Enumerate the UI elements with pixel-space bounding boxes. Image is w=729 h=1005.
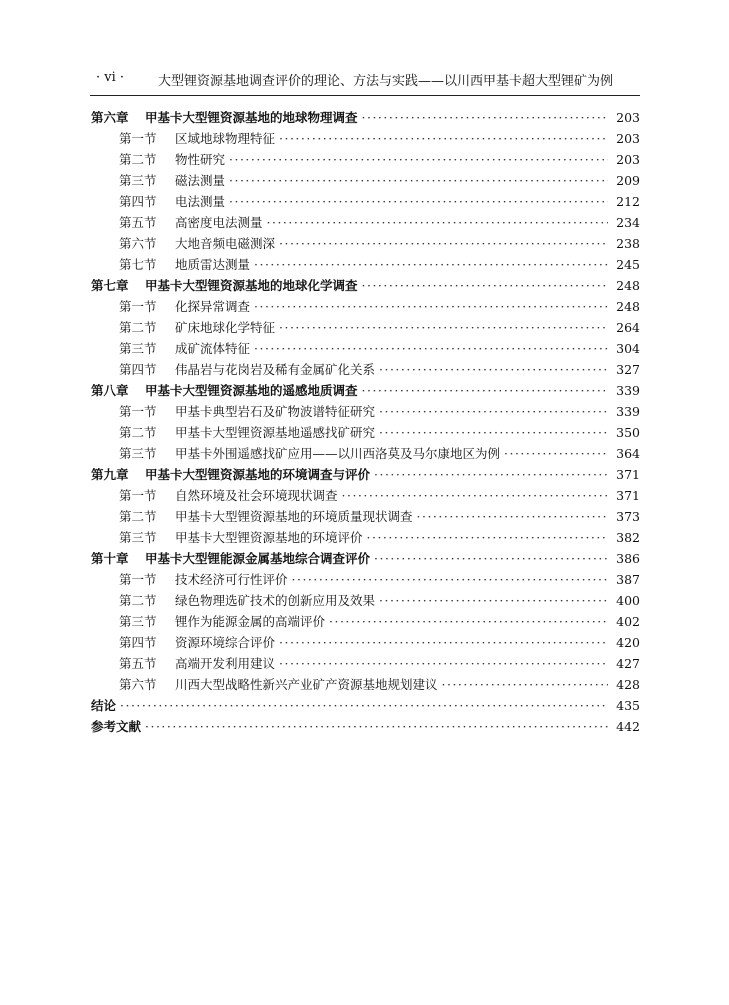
toc-section-entry xyxy=(91,612,640,633)
toc-entry-title: 川西大型战略性新兴产业矿产资源基地规划建议 xyxy=(175,677,438,692)
toc-section-entry xyxy=(91,129,640,150)
toc-section-entry xyxy=(91,675,640,696)
toc-entry-label: 第九章 xyxy=(91,467,129,482)
toc-section-entry xyxy=(91,633,640,654)
toc-entry-label: 第六节 xyxy=(119,677,157,692)
toc-entry-page: 371 xyxy=(616,488,640,503)
toc-entry-title: 自然环境及社会环境现状调查 xyxy=(175,488,338,503)
toc-entry-page: 248 xyxy=(616,278,640,293)
toc-entry-label: 第二节 xyxy=(119,425,157,440)
toc-chapter-entry xyxy=(91,381,640,402)
toc-entry-label: 第六章 xyxy=(91,110,129,125)
toc-entry-label: 第二节 xyxy=(119,509,157,524)
toc-entry-page: 304 xyxy=(616,341,640,356)
toc-entry-title: 磁法测量 xyxy=(175,173,226,188)
toc-entry-page: 264 xyxy=(616,320,640,335)
toc-entry-page: 400 xyxy=(616,593,640,608)
dot-leader xyxy=(279,320,608,335)
toc-entry-title: 甲基卡外围遥感找矿应用——以川西洛莫及马尔康地区为例 xyxy=(175,446,501,461)
toc-entry-page: 371 xyxy=(616,467,640,482)
toc-entry-label: 第七章 xyxy=(91,278,129,293)
toc-entry-page: 350 xyxy=(616,425,640,440)
header-rule xyxy=(90,95,640,96)
toc-entry-title: 甲基卡大型锂资源基地的环境调查与评价 xyxy=(145,467,371,482)
toc-section-entry xyxy=(91,255,640,276)
toc-entry-label: 第四节 xyxy=(119,362,157,377)
toc-entry-title: 成矿流体特征 xyxy=(175,341,251,356)
toc-entry-title: 甲基卡大型锂能源金属基地综合调查评价 xyxy=(145,551,371,566)
dot-leader xyxy=(417,509,608,524)
toc-section-entry xyxy=(91,213,640,234)
dot-leader xyxy=(367,530,608,545)
toc-chapter-entry xyxy=(91,465,640,486)
toc-section-entry xyxy=(91,423,640,444)
toc-section-entry xyxy=(91,444,640,465)
toc-entry-label: 第三节 xyxy=(119,530,157,545)
dot-leader xyxy=(362,110,608,125)
toc-entry-title: 大地音频电磁测深 xyxy=(175,236,276,251)
toc-entry-label: 第一节 xyxy=(119,572,157,587)
dot-leader xyxy=(379,593,608,608)
toc-entry-title: 甲基卡大型锂资源基地遥感找矿研究 xyxy=(175,425,376,440)
toc-entry-title: 甲基卡大型锂资源基地的环境质量现状调查 xyxy=(175,509,413,524)
page-number: · vi · xyxy=(96,70,125,85)
dot-leader xyxy=(279,131,608,146)
dot-leader xyxy=(374,551,608,566)
toc-chapter-entry xyxy=(91,696,640,717)
toc-section-entry xyxy=(91,318,640,339)
toc-entry-label: 第四节 xyxy=(119,635,157,650)
dot-leader xyxy=(374,467,608,482)
dot-leader xyxy=(362,383,608,398)
toc-entry-page: 339 xyxy=(616,404,640,419)
dot-leader xyxy=(229,194,608,209)
running-title: 大型锂资源基地调查评价的理论、方法与实践——以川西甲基卡超大型锂矿为例 xyxy=(158,74,614,89)
toc-section-entry xyxy=(91,171,640,192)
dot-leader xyxy=(362,278,608,293)
dot-leader xyxy=(145,719,608,734)
toc-section-entry xyxy=(91,591,640,612)
toc-entry-page: 427 xyxy=(616,656,640,671)
toc-entry-title: 参考文献 xyxy=(91,719,142,734)
page-header xyxy=(92,70,639,92)
toc-entry-page: 364 xyxy=(616,446,640,461)
toc-entry-title: 伟晶岩与花岗岩及稀有金属矿化关系 xyxy=(175,362,376,377)
toc-entry-label: 第一节 xyxy=(119,488,157,503)
toc-entry-page: 203 xyxy=(616,131,640,146)
toc-entry-label: 第二节 xyxy=(119,320,157,335)
toc-entry-title: 高密度电法测量 xyxy=(175,215,263,230)
toc-entry-title: 锂作为能源金属的高端评价 xyxy=(175,614,326,629)
toc-entry-page: 327 xyxy=(616,362,640,377)
toc-entry-label: 第八章 xyxy=(91,383,129,398)
toc-entry-label: 第三节 xyxy=(119,446,157,461)
dot-leader xyxy=(254,341,608,356)
toc-entry-title: 甲基卡典型岩石及矿物波谱特征研究 xyxy=(175,404,376,419)
toc-entry-label: 第十章 xyxy=(91,551,129,566)
dot-leader xyxy=(120,698,608,713)
dot-leader xyxy=(254,299,608,314)
toc-entry-page: 203 xyxy=(616,152,640,167)
toc-entry-title: 结论 xyxy=(91,698,117,713)
toc-entry-page: 382 xyxy=(616,530,640,545)
toc-entry-title: 电法测量 xyxy=(175,194,226,209)
toc-entry-page: 387 xyxy=(616,572,640,587)
dot-leader xyxy=(292,572,608,587)
table-of-contents xyxy=(91,108,640,738)
toc-entry-label: 第七节 xyxy=(119,257,157,272)
dot-leader xyxy=(267,215,608,230)
toc-entry-label: 第五节 xyxy=(119,215,157,230)
dot-leader xyxy=(442,677,608,692)
toc-section-entry xyxy=(91,339,640,360)
toc-chapter-entry xyxy=(91,276,640,297)
toc-entry-title: 绿色物理选矿技术的创新应用及效果 xyxy=(175,593,376,608)
toc-entry-page: 209 xyxy=(616,173,640,188)
toc-entry-page: 212 xyxy=(616,194,640,209)
toc-entry-title: 矿床地球化学特征 xyxy=(175,320,276,335)
toc-entry-label: 第四节 xyxy=(119,194,157,209)
toc-section-entry xyxy=(91,486,640,507)
toc-section-entry xyxy=(91,654,640,675)
dot-leader xyxy=(229,152,608,167)
dot-leader xyxy=(279,656,608,671)
dot-leader xyxy=(379,362,608,377)
toc-section-entry xyxy=(91,507,640,528)
toc-section-entry xyxy=(91,234,640,255)
dot-leader xyxy=(254,257,608,272)
toc-section-entry xyxy=(91,402,640,423)
toc-entry-page: 428 xyxy=(616,677,640,692)
dot-leader xyxy=(342,488,608,503)
toc-entry-page: 248 xyxy=(616,299,640,314)
toc-entry-label: 第二节 xyxy=(119,593,157,608)
toc-entry-page: 420 xyxy=(616,635,640,650)
dot-leader xyxy=(279,236,608,251)
toc-entry-title: 甲基卡大型锂资源基地的环境评价 xyxy=(175,530,363,545)
dot-leader xyxy=(279,635,608,650)
toc-section-entry xyxy=(91,570,640,591)
toc-section-entry xyxy=(91,360,640,381)
toc-entry-label: 第一节 xyxy=(119,404,157,419)
toc-entry-title: 高端开发利用建议 xyxy=(175,656,276,671)
toc-entry-title: 资源环境综合评价 xyxy=(175,635,276,650)
toc-entry-page: 238 xyxy=(616,236,640,251)
toc-entry-page: 234 xyxy=(616,215,640,230)
dot-leader xyxy=(329,614,608,629)
toc-entry-title: 甲基卡大型锂资源基地的地球物理调查 xyxy=(145,110,358,125)
toc-chapter-entry xyxy=(91,108,640,129)
toc-entry-label: 第一节 xyxy=(119,299,157,314)
toc-entry-page: 203 xyxy=(616,110,640,125)
toc-entry-label: 第二节 xyxy=(119,152,157,167)
toc-entry-label: 第三节 xyxy=(119,341,157,356)
toc-entry-label: 第一节 xyxy=(119,131,157,146)
toc-chapter-entry xyxy=(91,717,640,738)
toc-entry-page: 373 xyxy=(616,509,640,524)
toc-section-entry xyxy=(91,528,640,549)
toc-section-entry xyxy=(91,192,640,213)
toc-entry-page: 442 xyxy=(616,719,640,734)
toc-entry-title: 甲基卡大型锂资源基地的遥感地质调查 xyxy=(145,383,358,398)
toc-entry-title: 区域地球物理特征 xyxy=(175,131,276,146)
toc-chapter-entry xyxy=(91,549,640,570)
dot-leader xyxy=(504,446,608,461)
toc-entry-page: 402 xyxy=(616,614,640,629)
toc-entry-label: 第六节 xyxy=(119,236,157,251)
toc-section-entry xyxy=(91,150,640,171)
toc-entry-title: 技术经济可行性评价 xyxy=(175,572,288,587)
dot-leader xyxy=(229,173,608,188)
toc-entry-page: 245 xyxy=(616,257,640,272)
toc-entry-label: 第三节 xyxy=(119,614,157,629)
toc-entry-title: 地质雷达测量 xyxy=(175,257,251,272)
toc-entry-label: 第三节 xyxy=(119,173,157,188)
dot-leader xyxy=(379,425,608,440)
toc-entry-page: 435 xyxy=(616,698,640,713)
toc-entry-title: 物性研究 xyxy=(175,152,226,167)
dot-leader xyxy=(379,404,608,419)
toc-entry-title: 甲基卡大型锂资源基地的地球化学调查 xyxy=(145,278,358,293)
toc-entry-label: 第五节 xyxy=(119,656,157,671)
toc-section-entry xyxy=(91,297,640,318)
toc-entry-title: 化探异常调查 xyxy=(175,299,251,314)
toc-entry-page: 386 xyxy=(616,551,640,566)
toc-entry-page: 339 xyxy=(616,383,640,398)
